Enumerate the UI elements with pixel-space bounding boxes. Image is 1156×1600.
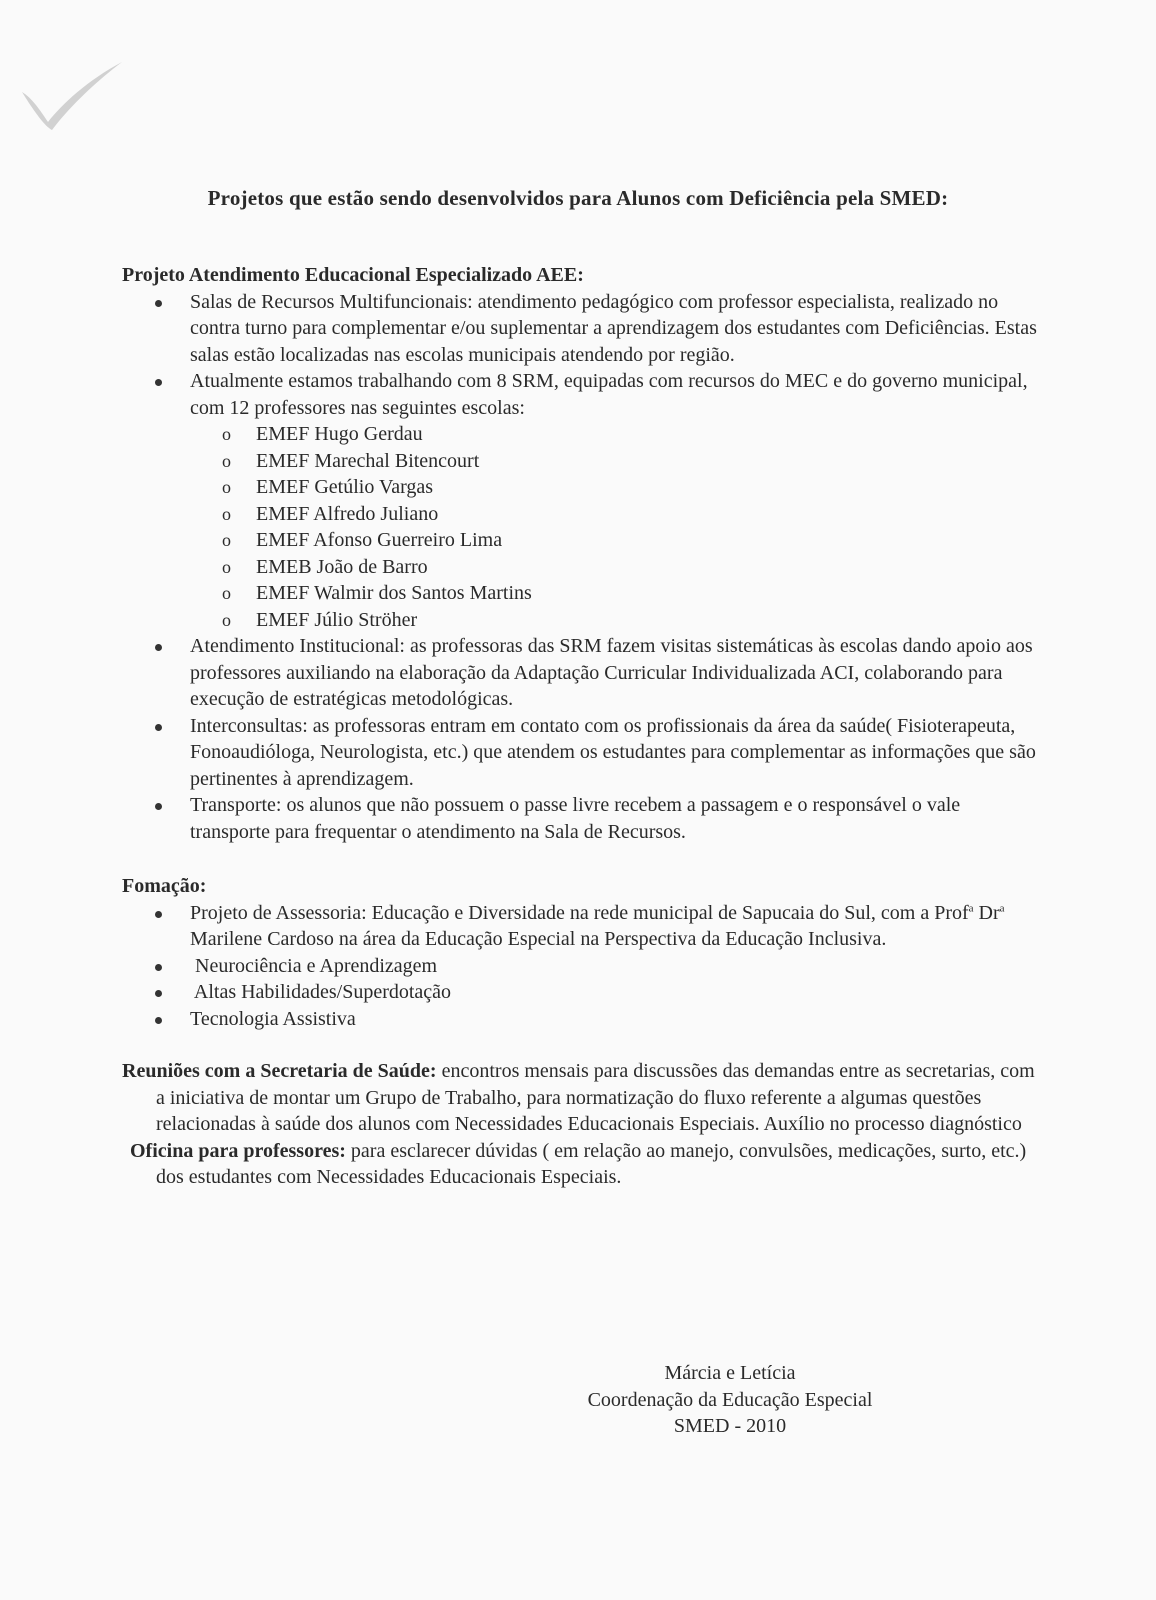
document-body — [122, 262, 1042, 1191]
schools-list — [190, 421, 1042, 633]
document-title: Projetos que estão sendo desenvolvidos para Alunos com Deficiência pela SMED: — [207, 186, 949, 210]
signature-block — [560, 1360, 900, 1440]
formacao-list — [122, 900, 1042, 1033]
list-item-text: Atualmente estamos trabalhando com 8 SRM, equipadas com recursos do MEC e do governo municipal, com 12 professores nas seguintes escolas: — [190, 370, 1028, 419]
signature-role: Coordenação da Educação Especial — [587, 1388, 873, 1411]
list-item — [190, 368, 1042, 633]
signature-names: Márcia e Letícia — [664, 1362, 796, 1384]
aee-list — [122, 289, 1042, 846]
school-item: o EMEF Marechal Bitencourt — [256, 448, 1042, 475]
reunioes-lead: Reuniões com a Secretaria de Saúde: — [122, 1060, 437, 1082]
oficina-text: para esclarecer dúvidas ( em relação ao manejo, convulsões, medicações, surto, etc.) dos estudantes com Necessidades Educacionais Especiais. — [156, 1139, 1027, 1188]
oficina-lead: Oficina para professores: — [130, 1139, 346, 1162]
list-item: Salas de Recursos Multifuncionais: atendimento pedagógico com professor especialista, realizado no contra turno para complementar e/ou suplementar a aprendizagem dos estudantes com Deficiências. Estas salas estão localizadas nas escolas municipais atendendo por região. — [190, 289, 1042, 369]
list-item: Transporte: os alunos que não possuem o passe livre recebem a passagem e o responsável o vale transporte para frequentar o atendimento na Sala de Recursos. — [190, 792, 1042, 845]
reunioes-paragraph — [122, 1058, 1042, 1138]
school-item: o EMEF Afonso Guerreiro Lima — [256, 527, 1042, 554]
school-item: o EMEF Walmir dos Santos Martins — [256, 580, 1042, 607]
list-item: Atendimento Institucional: as professoras das SRM fazem visitas sistemáticas às escolas dando apoio aos professores auxiliando na elaboração da Adaptação Curricular Individualizada ACI, colaborando para execução de estratégicas metodológicas. — [190, 633, 1042, 713]
list-item: Altas Habilidades/Superdotação — [190, 979, 1042, 1006]
school-item: o EMEF Alfredo Juliano — [256, 501, 1042, 528]
signature-org-year: SMED - 2010 — [673, 1415, 787, 1437]
school-item: o EMEF Júlio Ströher — [256, 607, 1042, 634]
oficina-paragraph — [124, 1138, 1042, 1191]
formacao-heading: Fomação: — [122, 875, 207, 897]
list-item: Projeto de Assessoria: Educação e Diversidade na rede municipal de Sapucaia do Sul, com a Prof$^a$ Dr$^a$ Marilene Cardoso na área da Educação Especial na Perspectiva da Educação Inclusiva. — [190, 900, 1042, 953]
school-item: o EMEB João de Barro — [256, 554, 1042, 581]
school-item: o EMEF Hugo Gerdau — [256, 421, 1042, 448]
aee-heading: Projeto Atendimento Educacional Especializado AEE: — [122, 264, 584, 286]
list-item: Interconsultas: as professoras entram em contato com os profissionais da área da saúde( Fisioterapeuta, Fonoaudióloga, Neurologista, etc.) que atendem os estudantes para complementar as informações que são pertinentes à aprendizagem. — [190, 713, 1042, 793]
list-item: Tecnologia Assistiva — [190, 1006, 1042, 1033]
reunioes-text: encontros mensais para discussões das demandas entre as secretarias, com a iniciativa de montar um Grupo de Trabalho, para normatização do fluxo referente a algumas questões relacionadas à saúde dos alunos com Necessidades Educacionais Especiais. Auxílio no processo diagnóstico — [156, 1060, 1035, 1135]
list-item: Neurociência e Aprendizagem — [190, 953, 1042, 980]
checkmark-icon — [18, 58, 138, 138]
school-item: o EMEF Getúlio Vargas — [256, 474, 1042, 501]
